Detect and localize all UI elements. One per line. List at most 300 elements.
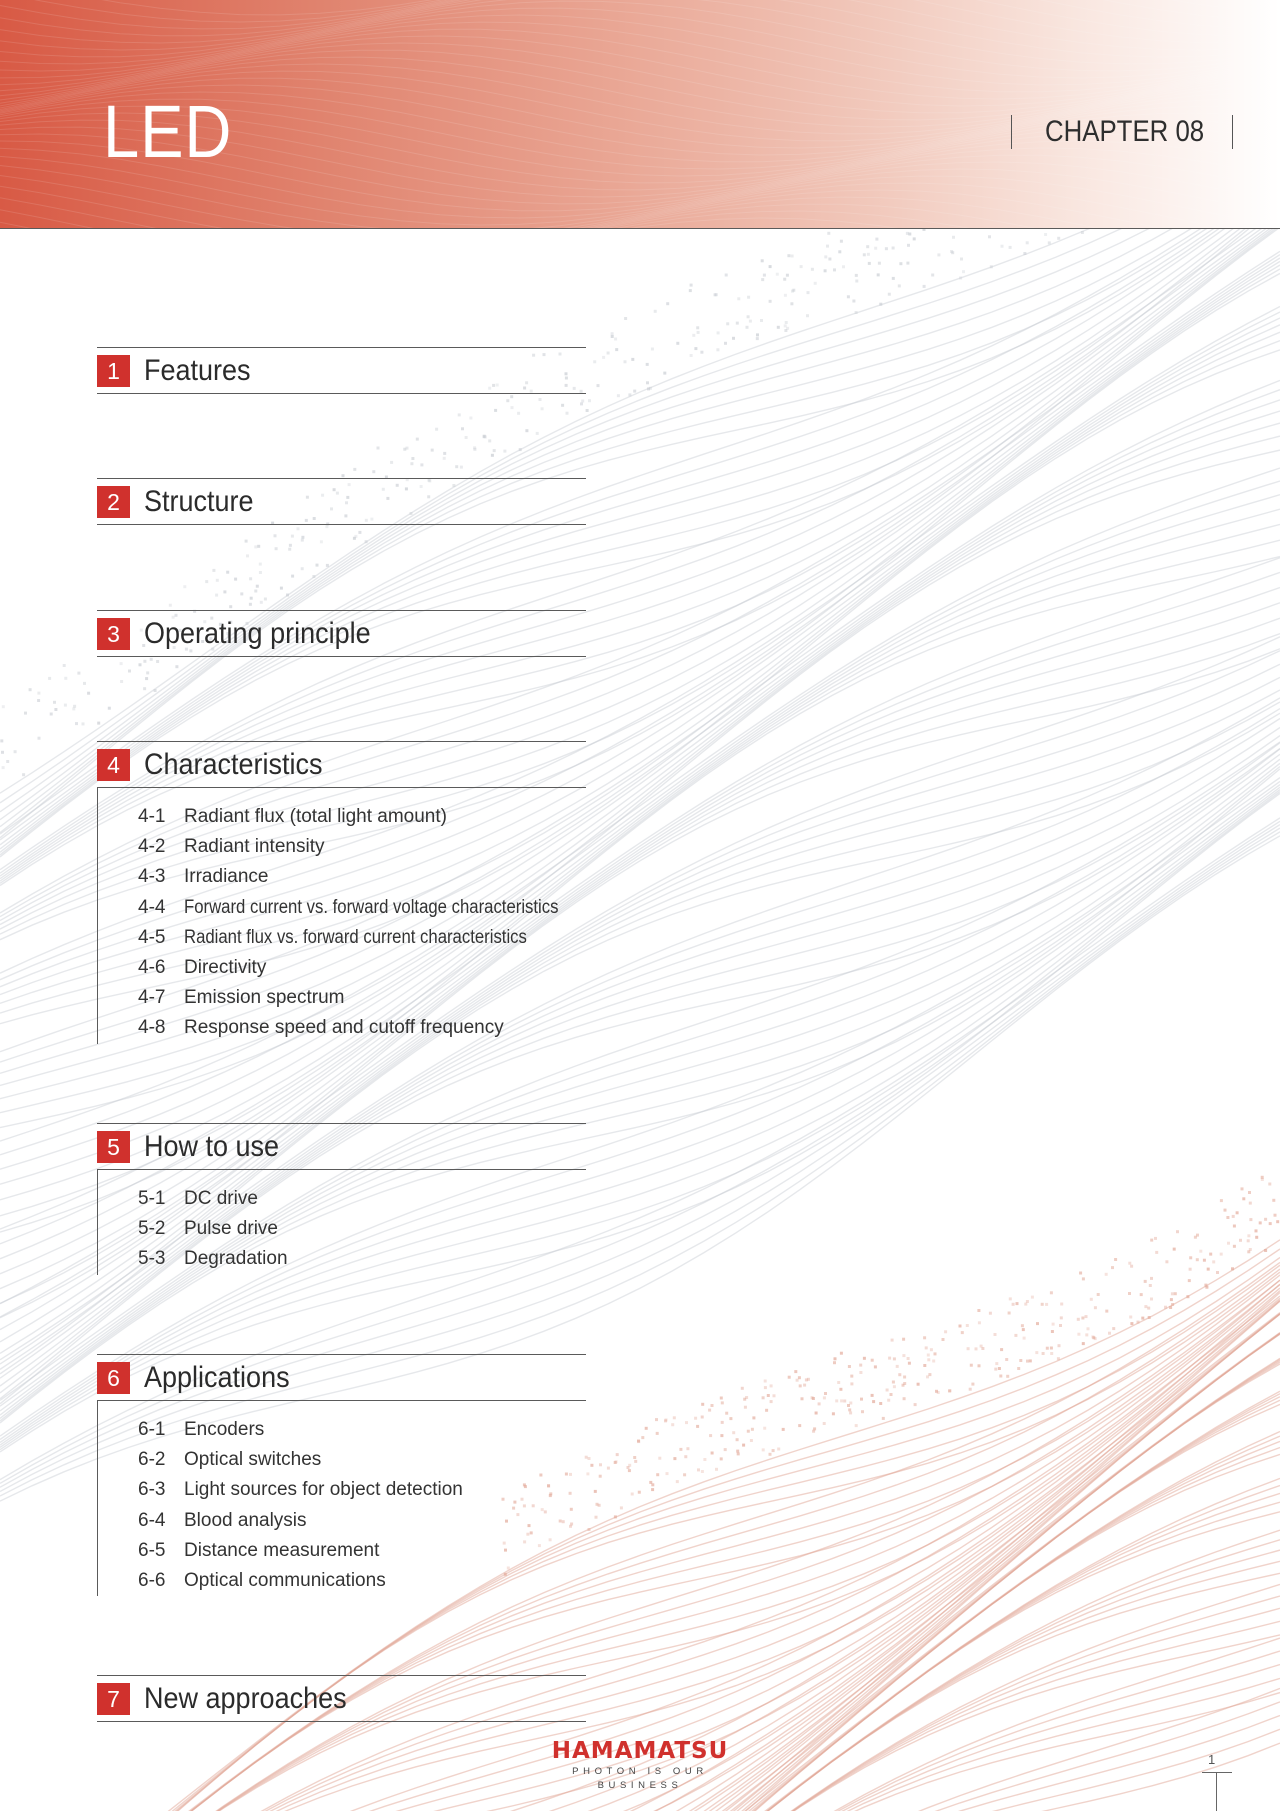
speckle-dot [633,390,636,393]
speckle-dot [850,1382,853,1385]
speckle-dot [874,1365,877,1368]
speckle-dot [745,1396,748,1399]
speckle-dot [798,1424,801,1427]
speckle-dot [994,1368,997,1371]
page-corner-mark [1202,1772,1232,1773]
speckle-dot [519,448,522,451]
speckle-dot [773,1394,776,1397]
speckle-dot [855,280,858,283]
speckle-dot [689,289,692,292]
speckle-dot [264,598,267,601]
subsection-number: 6-5 [138,1539,166,1561]
speckle-dot [1050,1347,1053,1350]
subsection-item[interactable] [98,923,586,953]
section-heading[interactable] [97,610,586,657]
speckle-dot [223,590,226,593]
speckle-dot [240,592,243,595]
speckle-dot [1079,1272,1082,1275]
speckle-dot [139,663,142,666]
speckle-dot [744,1406,747,1409]
section-heading[interactable] [97,1354,586,1401]
speckle-dot [624,317,627,320]
speckle-dot [1165,1260,1168,1263]
speckle-dot [24,712,27,715]
speckle-dot [711,1404,714,1407]
speckle-dot [807,291,810,294]
speckle-dot [590,1464,593,1467]
speckle-dot [867,253,870,256]
speckle-dot [0,739,3,742]
speckle-dot [697,331,700,334]
toc-section-new-approaches [97,1675,586,1722]
subsection-item[interactable] [98,1214,586,1244]
speckle-dot [146,671,149,674]
speckle-dot [907,1357,910,1360]
speckle-dot [491,454,494,457]
speckle-dot [1001,245,1004,248]
speckle-dot [646,381,649,384]
speckle-dot [245,540,248,543]
speckle-dot [1232,1215,1235,1218]
speckle-dot [1220,1199,1223,1202]
speckle-dot [930,1348,933,1351]
speckle-dot [1094,1306,1097,1309]
speckle-dot [701,1416,704,1419]
speckle-dot [747,296,750,299]
speckle-dot [2,705,5,708]
speckle-dot [1188,1279,1191,1282]
speckle-dot [726,322,729,325]
speckle-dot [891,1339,894,1342]
speckle-dot [926,1375,929,1378]
toc-section-how-to-use [97,1123,586,1275]
speckle-dot [1045,1303,1048,1306]
speckle-dot [863,253,866,256]
speckle-dot [599,1463,602,1466]
speckle-dot [1269,1222,1272,1225]
subsection-label: Response speed and cutoff frequency [184,1017,504,1039]
subsection-item[interactable] [98,802,586,832]
speckle-dot [765,1409,768,1412]
speckle-dot [342,474,345,477]
speckle-dot [1077,1318,1080,1321]
speckle-dot [1087,1327,1090,1330]
speckle-dot [1105,1273,1108,1276]
speckle-dot [684,1455,687,1458]
speckle-dot [786,274,789,277]
speckle-dot [6,760,9,763]
speckle-dot [886,1389,889,1392]
section-heading[interactable] [97,1675,586,1722]
speckle-dot [790,302,793,305]
speckle-dot [1057,1357,1060,1360]
speckle-dot [72,707,75,710]
speckle-dot [794,1370,797,1373]
speckle-dot [597,384,600,387]
speckle-dot [365,540,368,543]
section-title: How to use [144,1130,280,1163]
speckle-dot [1009,1297,1012,1300]
speckle-dot [1164,1306,1167,1309]
speckle-dot [633,1456,636,1459]
speckle-dot [729,1417,732,1420]
speckle-dot [588,1457,591,1460]
header-wave-line [0,176,1280,229]
wave-line [0,142,1280,803]
speckle-dot [696,326,699,329]
logo-wordmark: HAMAMATSU [551,1738,729,1764]
speckle-dot [855,1424,858,1427]
subsection-item[interactable] [98,862,586,892]
speckle-dot [959,1325,962,1328]
speckle-dot [634,1460,637,1463]
speckle-dot [1026,241,1029,244]
speckle-dot [586,1472,589,1475]
section-heading[interactable] [97,347,586,394]
speckle-dot [843,1400,846,1403]
speckle-dot [951,251,954,254]
speckle-dot [1058,1344,1061,1347]
speckle-dot [38,737,41,740]
speckle-dot [762,1448,765,1451]
speckle-dot [818,1402,821,1405]
speckle-dot [511,406,514,409]
speckle-dot [720,1457,723,1460]
speckle-dot [1259,1221,1262,1224]
speckle-dot [1255,1236,1258,1239]
speckle-dot [975,1347,978,1350]
speckle-dot [64,704,67,707]
speckle-dot [234,578,237,581]
toc-section-operating-principle [97,610,586,657]
speckle-dot [847,1404,850,1407]
speckle-dot [1052,1323,1055,1326]
subsection-item[interactable] [98,983,586,1013]
speckle-dot [607,352,610,355]
section-heading[interactable] [97,1123,586,1170]
speckle-dot [1023,252,1026,255]
speckle-dot [1005,1358,1008,1361]
speckle-dot [1137,1321,1140,1324]
speckle-dot [54,708,57,711]
speckle-dot [1148,1316,1151,1319]
speckle-dot [852,300,855,303]
speckle-dot [1046,1347,1049,1350]
speckle-dot [701,1403,704,1406]
speckle-dot [800,265,803,268]
speckle-dot [510,395,513,398]
speckle-dot [907,244,910,247]
subsection-label: Degradation [184,1248,288,1270]
speckle-dot [461,427,464,430]
speckle-dot [1041,1303,1044,1306]
speckle-dot [998,1367,1001,1370]
subsection-item[interactable] [98,1506,586,1536]
speckle-dot [868,262,871,265]
speckle-dot [1130,1265,1133,1268]
speckle-dot [390,461,393,464]
speckle-dot [1233,1225,1236,1228]
speckle-dot [796,1379,799,1382]
subsection-item[interactable] [98,1536,586,1566]
speckle-dot [756,337,759,340]
speckle-dot [961,1331,964,1334]
speckle-dot [1174,1292,1177,1295]
speckle-dot [676,342,679,345]
subsection-label: Forward current vs. forward voltage characteristics [184,896,559,918]
speckle-dot [326,564,329,567]
subsection-item[interactable] [98,1415,586,1445]
speckle-dot [769,265,772,268]
speckle-dot [788,1376,791,1379]
section-number: 2 [97,486,130,518]
subsection-number: 4-2 [138,836,166,858]
speckle-dot [978,1364,981,1367]
speckle-dot [301,567,304,570]
speckle-dot [747,315,750,318]
speckle-dot [690,284,693,287]
speckle-dot [654,310,657,313]
speckle-dot [859,1371,862,1374]
speckle-dot [254,590,257,593]
speckle-dot [716,348,719,351]
speckle-dot [842,265,845,268]
speckle-dot [120,662,123,665]
toc-section-features [97,347,586,394]
speckle-dot [971,1383,974,1386]
speckle-dot [614,338,617,341]
subsection-item[interactable] [98,1445,586,1475]
speckle-dot [1226,1216,1229,1219]
speckle-dot [145,677,148,680]
speckle-dot [725,1412,728,1415]
subsection-item[interactable] [98,1566,586,1596]
speckle-dot [944,1330,947,1333]
subsection-label: Emission spectrum [184,987,345,1009]
speckle-dot [611,332,614,335]
speckle-dot [885,247,888,250]
speckle-dot [861,1410,864,1413]
speckle-dot [902,1384,905,1387]
speckle-dot [205,580,208,583]
speckle-dot [1006,1375,1009,1378]
section-title: Features [144,354,251,387]
speckle-dot [805,1378,808,1381]
speckle-dot [1021,1324,1024,1327]
speckle-dot [641,1436,644,1439]
speckle-dot [249,603,252,606]
speckle-dot [216,579,219,582]
speckle-dot [767,1394,770,1397]
speckle-dot [416,438,419,441]
speckle-dot [988,235,991,238]
section-title: Structure [144,485,254,518]
section-heading[interactable] [97,741,586,788]
subsection-item[interactable] [98,832,586,862]
subsection-label: Pulse drive [184,1218,278,1240]
speckle-dot [493,449,496,452]
subsection-item[interactable] [98,1244,586,1274]
toc-section-characteristics [97,741,586,1044]
speckle-dot [628,1469,631,1472]
section-number: 5 [97,1131,130,1163]
header-wave-line [0,0,1280,50]
speckle-dot [1272,1199,1275,1202]
speckle-dot [764,1380,767,1383]
speckle-dot [824,269,827,272]
speckle-dot [1194,1236,1197,1239]
speckle-dot [646,363,649,366]
speckle-dot [700,351,703,354]
speckle-dot [871,1359,874,1362]
speckle-dot [246,554,249,557]
section-heading[interactable] [97,478,586,525]
speckle-dot [406,447,409,450]
subsection-number: 6-2 [138,1449,166,1471]
speckle-dot [840,1399,843,1402]
speckle-dot [760,319,763,322]
speckle-dot [169,604,172,607]
speckle-dot [1000,1348,1003,1351]
speckle-dot [872,1400,875,1403]
speckle-dot [77,672,80,675]
speckle-dot [536,432,539,435]
speckle-dot [614,1461,617,1464]
subsection-item[interactable] [98,893,586,923]
speckle-dot [694,347,697,350]
speckle-dot [777,326,780,329]
speckle-dot [1044,233,1047,236]
section-title: New approaches [144,1682,347,1715]
speckle-dot [656,1432,659,1435]
speckle-dot [1249,1202,1252,1205]
speckle-dot [297,527,300,530]
speckle-dot [143,687,146,690]
speckle-dot [1203,1259,1206,1262]
speckle-dot [154,689,157,692]
speckle-dot [1128,1292,1131,1295]
speckle-dot [1031,1296,1034,1299]
speckle-dot [82,722,85,725]
speckle-dot [772,1449,775,1452]
speckle-dot [1144,1280,1147,1283]
speckle-dot [721,1401,724,1404]
speckle-dot [83,682,86,685]
speckle-dot [175,665,178,668]
section-number: 7 [97,1683,130,1715]
speckle-dot [156,660,159,663]
speckle-dot [893,1357,896,1360]
speckle-dot [1057,237,1060,240]
section-title: Operating principle [144,617,371,650]
speckle-dot [676,1480,679,1483]
speckle-dot [460,466,463,469]
speckle-dot [978,1321,981,1324]
speckle-dot [651,348,654,351]
speckle-dot [624,360,627,363]
subsection-item[interactable] [98,1475,586,1505]
speckle-dot [431,449,434,452]
speckle-dot [595,1516,598,1519]
speckle-dot [1082,1342,1085,1345]
speckle-dot [1050,1352,1053,1355]
speckle-dot [848,1408,851,1411]
speckle-dot [1114,1258,1117,1261]
speckle-dot [671,1423,674,1426]
speckle-dot [443,452,446,455]
speckle-dot [801,1397,804,1400]
speckle-dot [1242,1197,1245,1200]
subsection-item[interactable] [98,1184,586,1214]
speckle-dot [948,1389,951,1392]
speckle-dot [927,1358,930,1361]
speckle-dot [806,314,809,317]
speckle-dot [692,334,695,337]
speckle-dot [732,1431,735,1434]
speckle-dot [756,333,759,336]
speckle-dot [75,722,78,725]
speckle-dot [1155,1251,1158,1254]
speckle-dot [87,692,90,695]
speckle-dot [1141,1317,1144,1320]
speckle-dot [931,274,934,277]
speckle-dot [63,664,66,667]
speckle-dot [631,358,634,361]
speckle-dot [902,1354,905,1357]
speckle-dot [259,563,262,566]
speckle-dot [839,1388,842,1391]
speckle-dot [316,564,319,567]
speckle-dot [994,1333,997,1336]
subsection-list [97,1401,586,1596]
section-number: 1 [97,355,130,387]
hamamatsu-logo [528,1739,752,1793]
subsection-item[interactable] [98,1013,586,1043]
speckle-dot [1016,1302,1019,1305]
speckle-dot [721,1421,724,1424]
subsection-label: Directivity [184,956,267,978]
subsection-number: 6-1 [138,1419,166,1440]
speckle-dot [715,1468,718,1471]
speckle-dot [615,348,618,351]
speckle-dot [620,1506,623,1509]
subsection-item[interactable] [98,953,586,983]
speckle-dot [1019,1359,1022,1362]
speckle-dot [22,773,25,776]
speckle-dot [212,569,215,572]
speckle-dot [616,1453,619,1456]
speckle-dot [1026,1360,1029,1363]
speckle-dot [923,1364,926,1367]
subsection-number: 6-4 [138,1509,166,1531]
speckle-dot [1150,1298,1153,1301]
speckle-dot [913,237,916,240]
section-title: Characteristics [144,748,323,781]
speckle-dot [769,300,772,303]
speckle-dot [353,468,356,471]
speckle-dot [1189,1256,1192,1259]
speckle-dot [683,1473,686,1476]
speckle-dot [602,356,605,359]
speckle-dot [990,265,993,268]
speckle-dot [1130,1322,1133,1325]
speckle-dot [709,1434,712,1437]
speckle-dot [1247,1234,1250,1237]
speckle-dot [249,577,252,580]
speckle-dot [888,293,891,296]
speckle-dot [906,262,909,265]
speckle-dot [815,1412,818,1415]
